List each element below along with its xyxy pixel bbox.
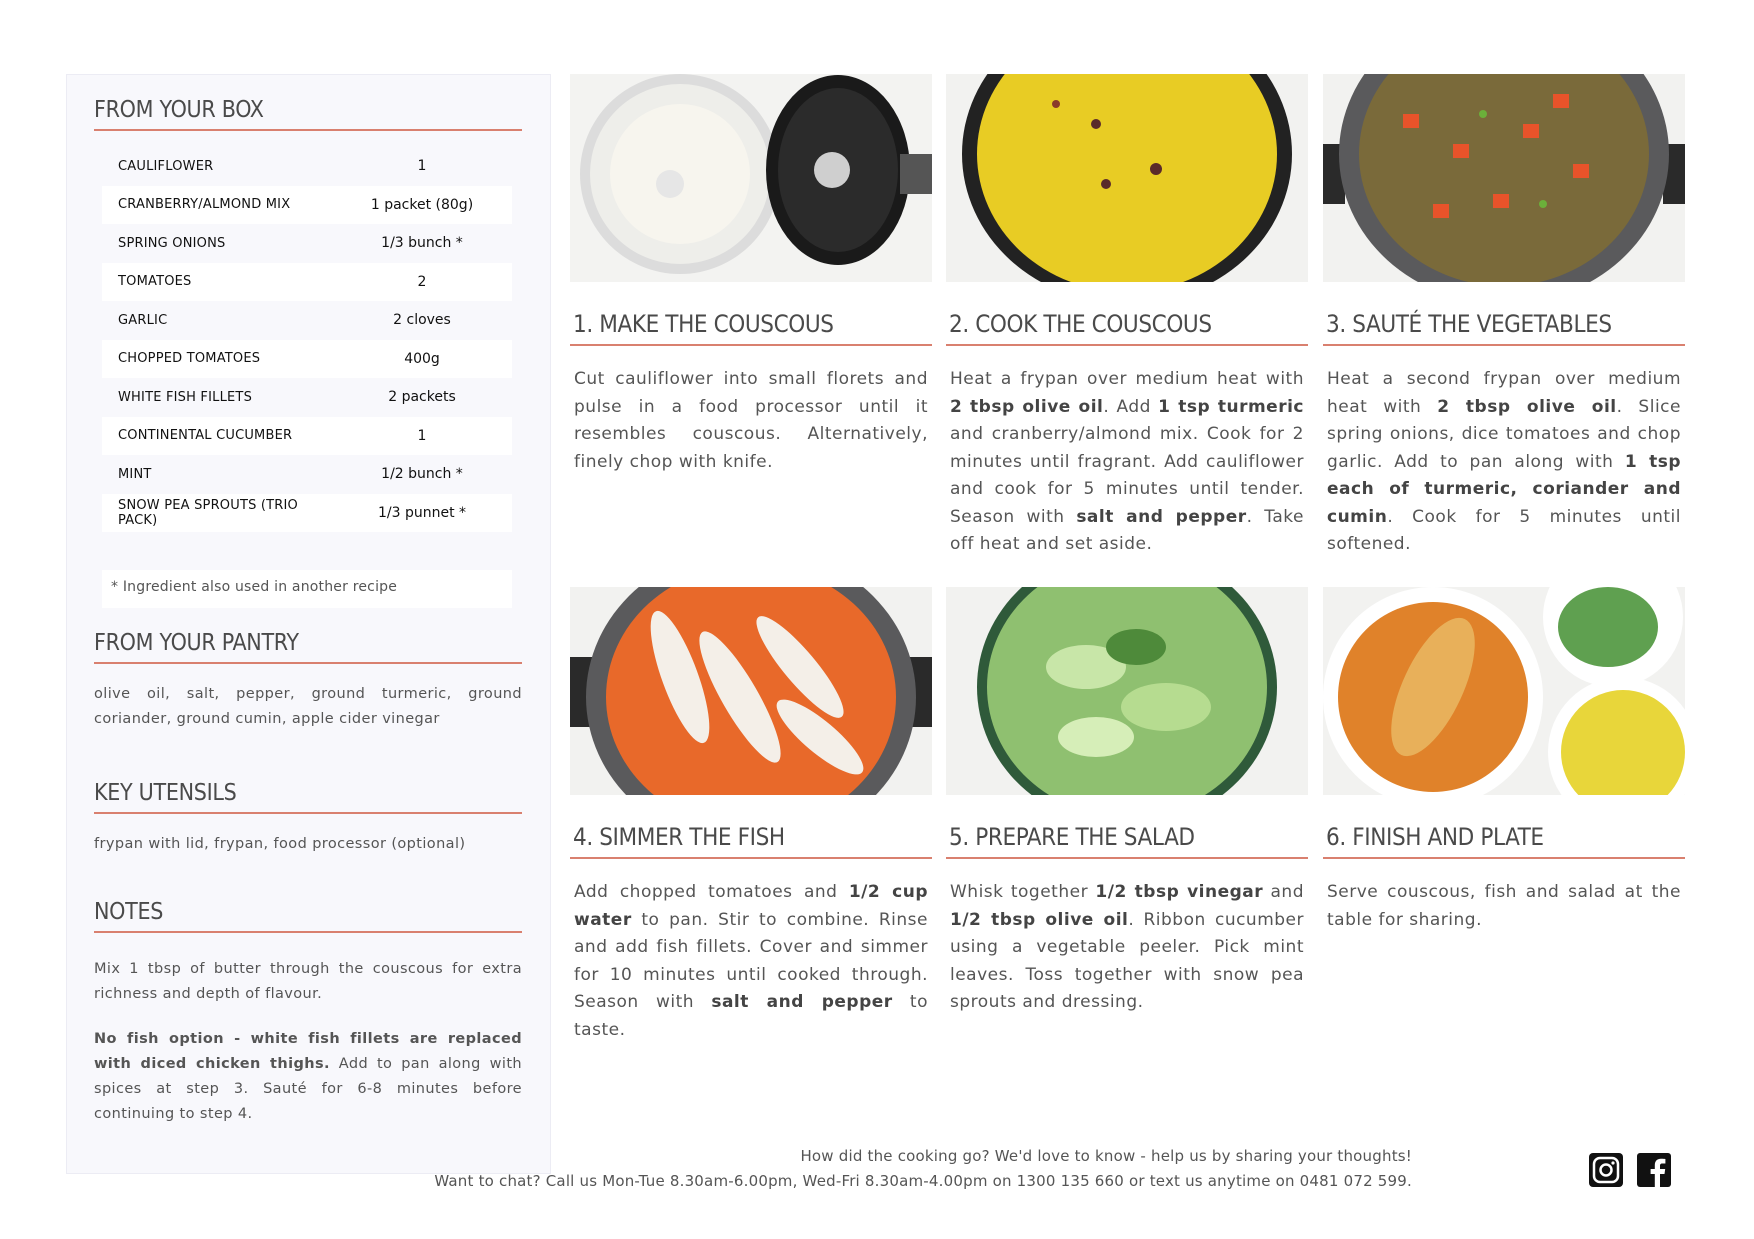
footer-hours: Want to chat? Call us Mon-Tue 8.30am-6.00pm, Wed-Fri 8.30am-4.00pm on 1300 135 660 or text us anytime on 0481 072 599. [434,1172,1412,1190]
step-text-bold: 1/2 cup water [574,882,928,930]
step-2-text [946,366,1308,559]
step-4-title: 4. SIMMER THE FISH [570,823,932,859]
pantry-text: olive oil, salt, pepper, ground turmeric, ground coriander, ground cumin, apple cider vinegar [94,686,522,727]
ingredient-name: CHOPPED TOMATOES [118,351,261,367]
step-text-run: . Add [1103,396,1159,417]
ingredient-qty: 1/2 bunch * [381,466,463,483]
step-6-text [1323,879,1685,934]
ingredient-qty: 1/3 bunch * [381,235,463,252]
ingredient-qty: 1 [417,427,427,444]
step-4 [570,587,932,1044]
ingredient-qty: 1/3 punnet * [377,504,467,521]
step-text-run: . Cook for 5 minutes until softened. [1327,506,1681,554]
pantry-title: FROM YOUR PANTRY [94,630,522,664]
step-6 [1323,587,1685,934]
utensils-text: frypan with lid, frypan, food processor (optional) [94,836,466,852]
ingredients-sidebar [66,74,551,1174]
ingredient-name: CONTINENTAL CUCUMBER [118,428,293,444]
ingredient-name: WHITE FISH FILLETS [118,389,253,405]
footer-contact [434,1144,1412,1194]
step-4-image [570,587,932,795]
ingredient-qty: 1 [417,158,427,175]
step-text-run: . Ribbon cucumber using a vegetable peeler. Pick mint leaves. Toss together with snow pea sprouts and dressing. [950,909,1305,1012]
step-5 [946,587,1308,1017]
ingredient-row [102,147,512,186]
step-text-run: to taste. [574,992,928,1040]
step-text-bold: 1/2 tbsp olive oil [950,909,1129,930]
step-text-run: Cut cauliflower into small florets and pulse in a food processor until it resembles couscous. Alternatively, finely chop with knife. [574,369,928,472]
step-text-bold: salt and pepper [1076,506,1247,527]
step-text-run: Serve couscous, fish and salad at the table for sharing. [1327,882,1681,930]
step-6-title: 6. FINISH AND PLATE [1323,823,1685,859]
step-1-title: 1. MAKE THE COUSCOUS [570,310,932,346]
notes-title: NOTES [94,899,522,933]
utensils-title: KEY UTENSILS [94,780,522,814]
ingredient-qty: 1 packet (80g) [370,196,474,213]
ingredient-footnote: * Ingredient also used in another recipe [102,570,512,608]
footer-feedback: How did the cooking go? We'd love to know - help us by sharing your thoughts! [800,1147,1412,1165]
step-text-bold: 2 tbsp olive oil [950,396,1104,417]
step-text-run: to pan. Stir to combine. Rinse and add fish fillets. Cover and simmer for 10 minutes until cooked through. Season with [574,909,928,1012]
step-3-image [1323,74,1685,282]
ingredient-name: MINT [118,466,152,482]
step-text-bold: 1 tsp each of turmeric, coriander and cumin [1327,451,1682,527]
step-2-image [946,74,1308,282]
step-text-run: . Slice spring onions, dice tomatoes and chop garlic. Add to pan along with [1327,396,1681,472]
step-text-run: Add chopped tomatoes and [574,882,849,902]
step-text-bold: 2 tbsp olive oil [1437,396,1617,417]
ingredient-row [102,224,512,263]
step-5-image [946,587,1308,795]
ingredient-row [102,301,512,340]
instagram-icon[interactable] [1588,1152,1624,1188]
step-text-bold: 1 tsp turmeric [1158,396,1304,417]
ingredient-row [102,263,512,302]
ingredient-row [102,455,512,494]
step-6-image [1323,587,1685,795]
step-1 [570,74,932,476]
step-text-run: . Take off heat and set aside. [950,506,1304,554]
step-3-title: 3. SAUTÉ THE VEGETABLES [1323,310,1685,346]
facebook-icon[interactable] [1636,1152,1672,1188]
ingredient-row [102,186,512,225]
ingredient-name: GARLIC [118,312,168,328]
ingredient-name: CRANBERRY/ALMOND MIX [118,197,291,213]
step-text-run: Whisk together [950,882,1096,902]
step-text-bold: 1/2 tbsp vinegar [1095,882,1264,902]
step-text-run: Heat a frypan over medium heat with [950,369,1304,389]
ingredient-qty: 2 packets [388,389,456,406]
step-2 [946,74,1308,559]
step-3 [1323,74,1685,559]
step-5-title: 5. PREPARE THE SALAD [946,823,1308,859]
step-text-run: and cranberry/almond mix. Cook for 2 minutes until fragrant. Add cauliflower and cook for 5 minutes until tender. Season with [950,424,1304,527]
step-5-text [946,879,1308,1017]
ingredient-row [102,417,512,456]
ingredient-name: TOMATOES [118,274,192,290]
ingredient-qty: 2 [417,273,427,290]
step-2-title: 2. COOK THE COUSCOUS [946,310,1308,346]
step-text-bold: salt and pepper [711,992,893,1012]
step-text-run: and [1263,882,1305,902]
ingredient-qty: 2 cloves [393,312,451,329]
notes-bold: No fish option - white fish fillets are replaced with diced chicken thighs. [94,1031,522,1072]
ingredient-qty: 400g [404,350,440,367]
ingredient-name: SPRING ONIONS [118,235,226,251]
ingredient-row [102,494,512,533]
ingredients-table [102,147,512,532]
notes-rest: Add to pan along with spices at step 3. Sauté for 6-8 minutes before continuing to step 4. [94,1056,522,1122]
ingredient-row [102,340,512,379]
step-4-text [570,879,932,1044]
notes-text-1: Mix 1 tbsp of butter through the couscous for extra richness and depth of flavour. [94,961,522,1002]
ingredient-row [102,378,512,417]
ingredient-name: SNOW PEA SPROUTS (TRIO PACK) [118,497,298,528]
step-text-run: Heat a second frypan over medium heat with [1327,369,1681,417]
step-3-text [1323,366,1685,559]
step-1-image [570,74,932,282]
from-your-box-title: FROM YOUR BOX [94,97,522,131]
notes-text-2 [94,1027,522,1127]
step-1-text [570,366,932,476]
ingredient-name: CAULIFLOWER [118,158,214,174]
